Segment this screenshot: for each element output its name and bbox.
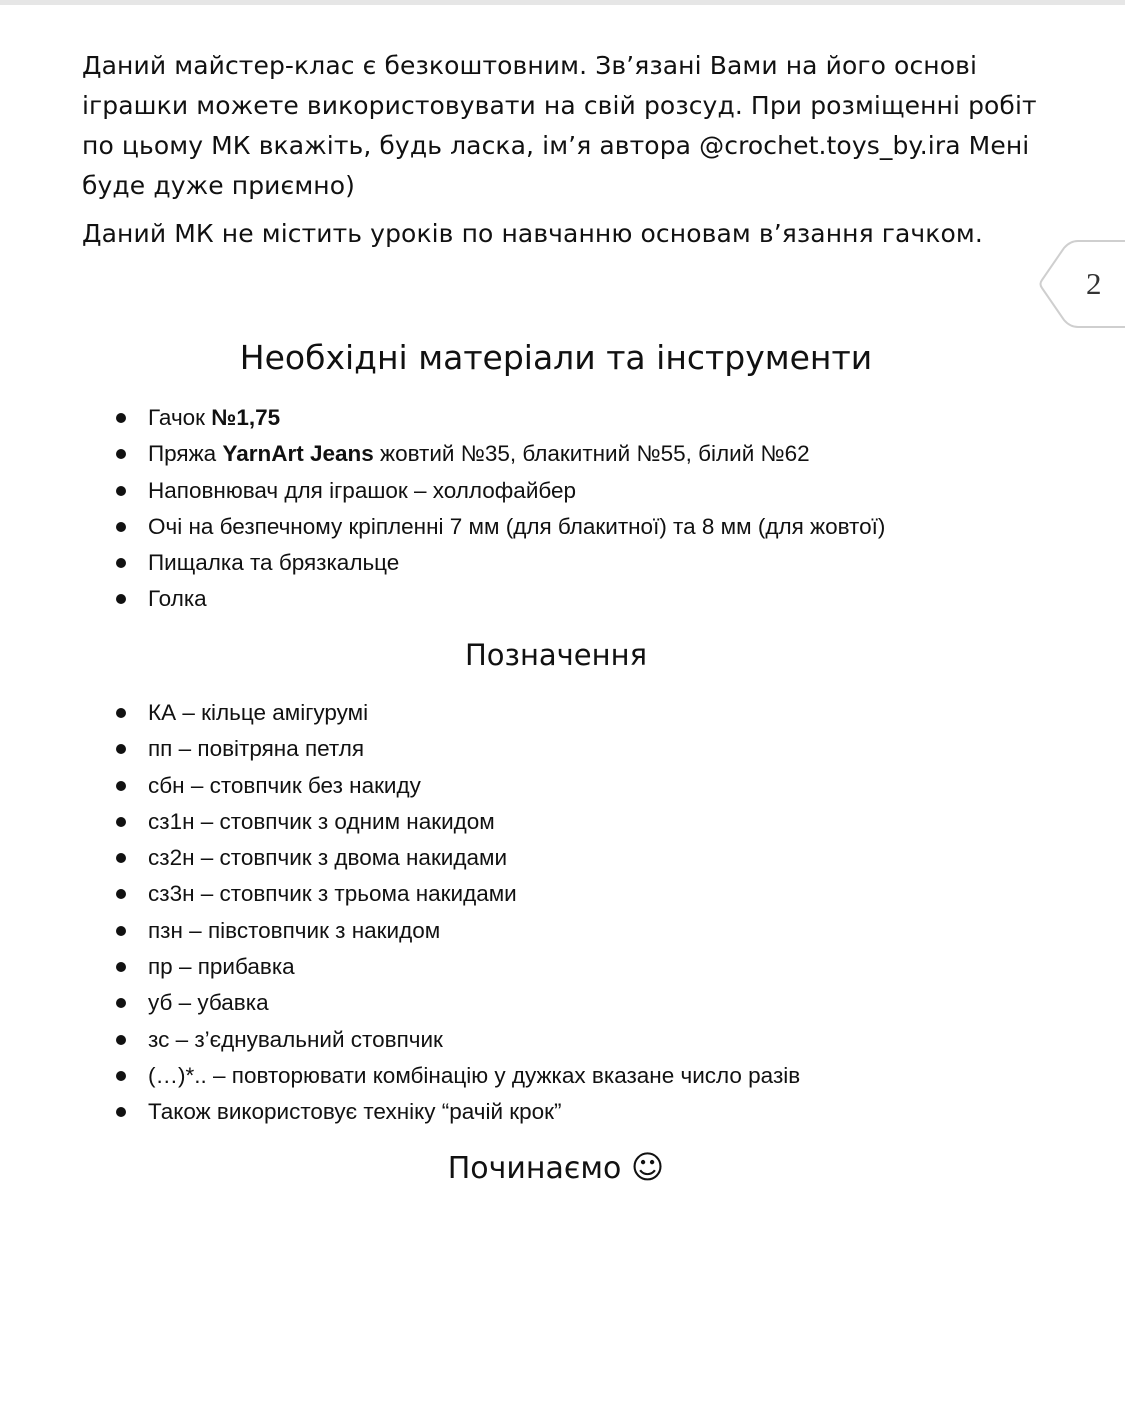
start-heading-text: Починаємо [447, 1151, 622, 1186]
materials-heading: Необхідні матеріали та інструменти [239, 338, 873, 377]
materials-item [116, 436, 885, 472]
bullet-icon [116, 962, 126, 972]
page-tab-shape [1038, 240, 1125, 328]
symbols-item [116, 876, 800, 912]
bullet-icon [116, 413, 126, 423]
page-number-tab [1038, 240, 1125, 328]
materials-item [116, 509, 885, 545]
symbols-item [116, 731, 800, 767]
materials-item-emphasis: №1,75 [211, 405, 281, 430]
materials-item-text: Очі на безпечному кріпленні 7 мм (для блакитної) та 8 мм (для жовтої) [148, 513, 886, 539]
bullet-icon [116, 522, 126, 532]
materials-item-emphasis: YarnArt Jeans [222, 441, 374, 467]
symbols-item [116, 985, 800, 1021]
intro-paragraph-license: Даний майстер-клас є безкоштовним. Зв’язані Вами на його основі іграшки можете використовувати на свій розсуд. При розміщенні робіт по цьому МК вкажіть, будь ласка, ім’я автора @crochet.toys_by.ira Мені буде дуже приємно) [82, 51, 1037, 200]
materials-item-text: Гачок [148, 405, 212, 430]
materials-item-text: Пряжа [148, 441, 223, 467]
bullet-icon [116, 781, 126, 791]
symbols-item [116, 840, 800, 876]
materials-item [116, 545, 885, 581]
materials-item-text: Наповнювач для іграшок – холлофайбер [148, 477, 577, 503]
bullet-icon [116, 817, 126, 827]
symbols-item-text: сз3н – стовпчик з трьома накидами [148, 881, 517, 907]
symbols-item-text: (…)*.. – повторювати комбінацію у дужках вказане число разів [148, 1062, 801, 1088]
symbols-item [116, 913, 800, 949]
top-divider [0, 0, 1125, 5]
bullet-icon [116, 558, 126, 568]
symbols-item-text: сз2н – стовпчик з двома накидами [148, 845, 508, 871]
intro-paragraph-note: Даний МК не містить уроків по навчанню основам в’язання гачком. [82, 219, 983, 248]
materials-item [116, 581, 885, 617]
bullet-icon [116, 708, 126, 718]
symbols-item [116, 1022, 800, 1058]
symbols-item [116, 804, 800, 840]
symbols-item-text: уб – убавка [148, 990, 269, 1016]
bullet-icon [116, 889, 126, 899]
symbols-list [116, 695, 800, 1131]
materials-list [116, 400, 885, 618]
symbols-item [116, 695, 800, 731]
symbols-item-text: КА – кільце амігурумі [148, 700, 369, 725]
bullet-icon [116, 1035, 126, 1045]
bullet-icon [116, 486, 126, 496]
bullet-icon [116, 449, 126, 459]
materials-item [116, 400, 885, 436]
smiley-icon: ☺ [630, 1148, 665, 1186]
symbols-item-text: пр – прибавка [148, 954, 295, 980]
symbols-item [116, 949, 800, 985]
bullet-icon [116, 744, 126, 754]
bullet-icon [116, 1071, 126, 1081]
bullet-icon [116, 926, 126, 936]
materials-item-text: Голка [148, 586, 207, 612]
symbols-item-text: Також використовує техніку “рачій крок” [148, 1099, 562, 1125]
materials-item-text: Пищалка та брязкальце [148, 550, 400, 576]
symbols-heading: Позначення [464, 638, 648, 672]
symbols-item [116, 1094, 800, 1130]
symbols-item [116, 768, 800, 804]
symbols-item-text: сбн – стовпчик без накиду [148, 772, 421, 798]
symbols-item-text: сз1н – стовпчик з одним накидом [148, 808, 495, 834]
materials-item-text-rest: жовтий №35, блакитний №55, білий №62 [373, 441, 810, 467]
symbols-item-text: пзн – півстовпчик з накидом [148, 917, 441, 943]
symbols-item-text: пп – повітряна петля [148, 736, 365, 762]
bullet-icon [116, 594, 126, 604]
materials-item [116, 473, 885, 509]
intro-section [82, 46, 1042, 254]
bullet-icon [116, 853, 126, 863]
bullet-icon [116, 998, 126, 1008]
symbols-item-text: зс – з’єднувальний стовпчик [148, 1026, 443, 1052]
symbols-item [116, 1058, 800, 1094]
bullet-icon [116, 1107, 126, 1117]
page-number: 2 [1086, 266, 1102, 301]
start-heading [0, 1148, 1112, 1186]
